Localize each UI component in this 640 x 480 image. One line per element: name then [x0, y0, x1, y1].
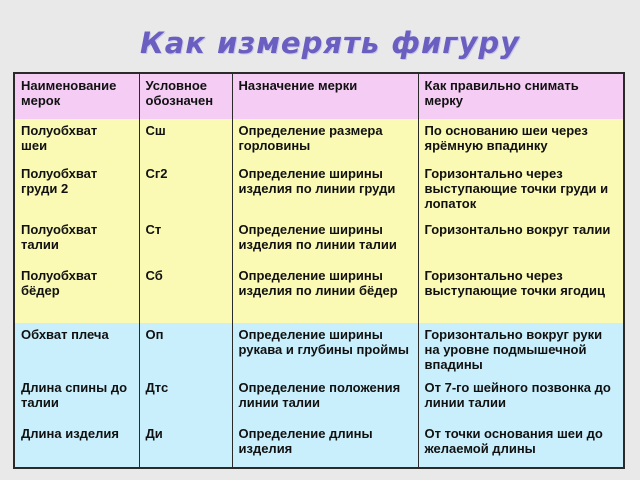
row-name: Полуобхват шеи: [14, 119, 139, 162]
row-how: От точки основания шеи до желаемой длины: [418, 422, 624, 468]
row-how: Горизонтально вокруг руки на уровне подмышечной впадины: [418, 323, 624, 376]
table-row: [14, 422, 624, 468]
table-row: [14, 162, 624, 218]
row-purpose: Определение ширины изделия по линии груди: [232, 162, 418, 218]
measurements-table: [13, 72, 625, 469]
page-title: Как измерять фигуру: [139, 26, 521, 60]
header-purpose: Назначение мерки: [232, 73, 418, 119]
row-purpose: Определение длины изделия: [232, 422, 418, 468]
row-how: По основанию шеи через ярёмную впадинку: [418, 119, 624, 162]
row-code: Сб: [139, 264, 232, 323]
table-row: [14, 264, 624, 323]
row-name: Длина изделия: [14, 422, 139, 468]
row-code: Сш: [139, 119, 232, 162]
row-purpose: Определение ширины изделия по линии бёдер: [232, 264, 418, 323]
row-code: Ст: [139, 218, 232, 264]
header-name: Наименование мерок: [14, 73, 139, 119]
row-name: Полуобхват талии: [14, 218, 139, 264]
row-name: Полуобхват груди 2: [14, 162, 139, 218]
table-row: [14, 218, 624, 264]
row-name: Обхват плеча: [14, 323, 139, 376]
row-code: Оп: [139, 323, 232, 376]
table-row: [14, 376, 624, 422]
row-how: От 7-го шейного позвонка до линии талии: [418, 376, 624, 422]
row-name: Длина спины до талии: [14, 376, 139, 422]
row-how: Горизонтально через выступающие точки груди и лопаток: [418, 162, 624, 218]
row-purpose: Определение положения линии талии: [232, 376, 418, 422]
header-how: Как правильно снимать мерку: [418, 73, 624, 119]
row-purpose: Определение размера горловины: [232, 119, 418, 162]
row-how: Горизонтально вокруг талии: [418, 218, 624, 264]
table-row: [14, 119, 624, 162]
row-name: Полуобхват бёдер: [14, 264, 139, 323]
row-code: Дтс: [139, 376, 232, 422]
row-purpose: Определение ширины рукава и глубины проймы: [232, 323, 418, 376]
row-code: Сг2: [139, 162, 232, 218]
table-header-row: [14, 73, 624, 119]
row-purpose: Определение ширины изделия по линии талии: [232, 218, 418, 264]
header-code: Условное обозначен: [139, 73, 232, 119]
table-row: [14, 323, 624, 376]
row-how: Горизонтально через выступающие точки ягодиц: [418, 264, 624, 323]
row-code: Ди: [139, 422, 232, 468]
